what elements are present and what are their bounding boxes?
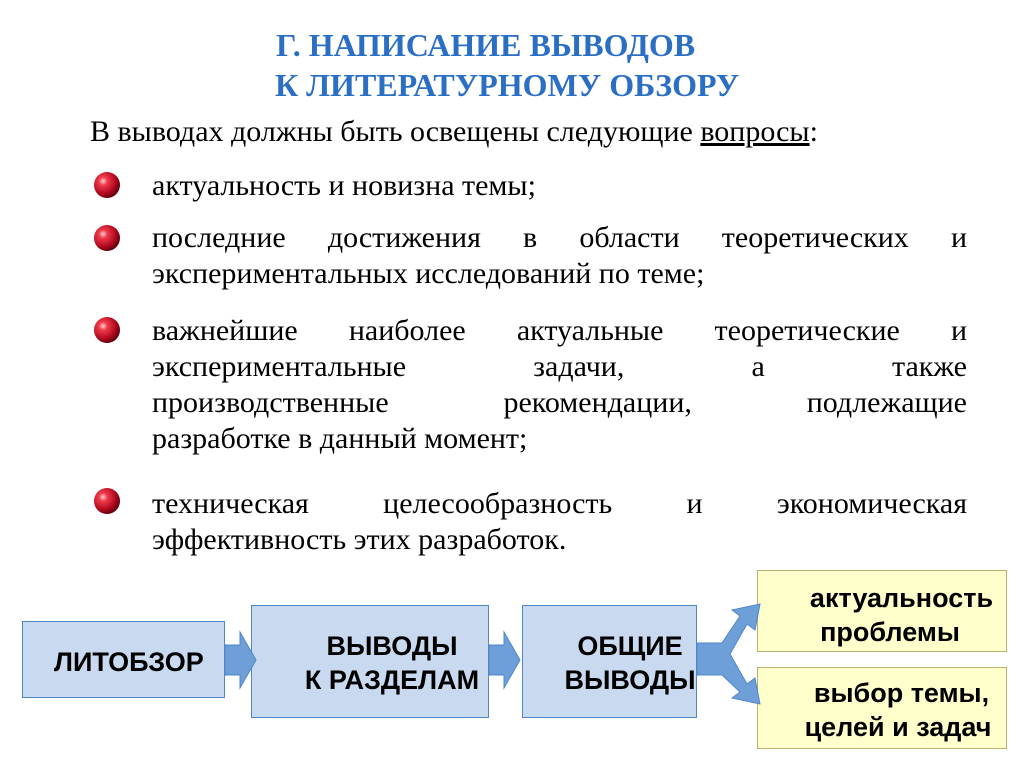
bullet-line: последние достижения в области теоретических и: [152, 221, 967, 254]
flow-label-general-line1: ОБЩИЕ: [577, 631, 683, 661]
bullet-line: важнейшие наиболее актуальные теоретические и: [152, 314, 967, 347]
bullet-line: разработке в данный момент;: [152, 422, 528, 455]
bullet-line: эффективность этих разработок.: [152, 523, 567, 556]
outcome-label-topic-line1: выбор темы,: [813, 678, 990, 708]
flow-label-litobzor: ЛИТОБЗОР: [54, 647, 204, 677]
slide-title-line-1: Г. НАПИСАНИЕ ВЫВОДОВ: [276, 27, 696, 63]
bullet-line: производственные рекомендации, подлежащие: [152, 386, 967, 419]
flow-label-conclusions-line2: К РАЗДЕЛАМ: [304, 665, 480, 695]
intro-suffix: :: [809, 115, 818, 148]
slide-title-line-2: К ЛИТЕРАТУРНОМУ ОБЗОРУ: [275, 67, 740, 103]
outcome-label-relevance-line2: проблемы: [820, 617, 960, 647]
intro-underlined-word: вопросы: [700, 115, 810, 148]
outcome-label-relevance-line1: актуальность: [809, 583, 994, 613]
outcome-label-topic-line2: целей и задач: [804, 712, 992, 742]
arrow-right-icon: [225, 632, 256, 688]
flow-label-conclusions-line1: ВЫВОДЫ: [326, 631, 458, 661]
bullet-line: экспериментальных исследований по теме;: [152, 257, 705, 290]
bullet-line: экспериментальные задачи, а также: [152, 350, 967, 383]
bullet-line: актуальность и новизна темы;: [152, 169, 536, 202]
flow-label-general-line2: ВЫВОДЫ: [564, 665, 696, 695]
intro-main: В выводах должны быть освещены следующие: [90, 115, 701, 148]
bullet-line: техническая целесообразность и экономическая: [152, 487, 967, 520]
